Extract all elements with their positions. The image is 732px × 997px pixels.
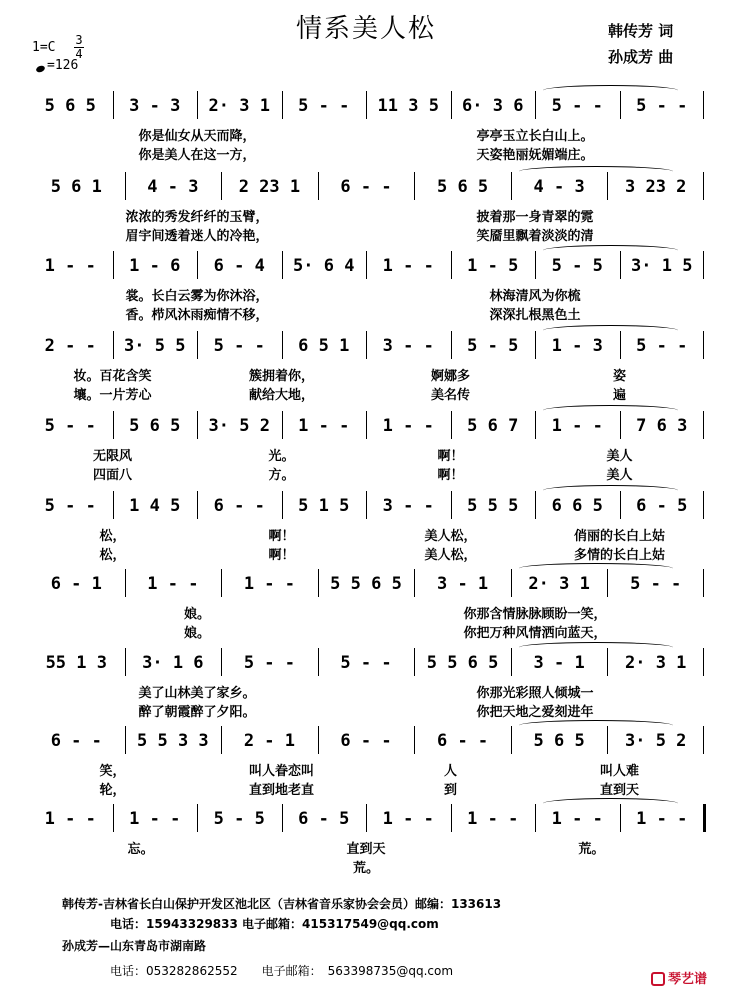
measure: 5 - - (636, 336, 688, 356)
measure: 1 - - (551, 416, 603, 436)
notes-row (28, 730, 704, 752)
barline (703, 491, 704, 519)
lyric-line-1 (28, 682, 704, 701)
time-signature (74, 34, 84, 61)
measure: 5 6 1 (50, 177, 102, 197)
measure: 3 - - (382, 336, 434, 356)
lyric-segment: 人 (443, 764, 457, 779)
measure: 3 - 1 (436, 574, 489, 594)
measure: 5 6 5 (44, 96, 96, 116)
lyric-segment: 叫人眷恋叫 (248, 764, 314, 779)
measure: 2 - - (44, 336, 96, 356)
lyric-segment: 美名传 (430, 388, 470, 403)
footer-composer-address: 孙成芳—山东青岛市湖南路 (62, 939, 207, 953)
measure: 5 5 6 5 (330, 574, 402, 594)
time-signature-bottom: 4 (75, 47, 83, 61)
logo-icon (651, 972, 665, 986)
measure: 1 - - (636, 809, 688, 829)
measure: 7 6 3 (636, 416, 688, 436)
lyric-segment: 天姿艳丽妩媚端庄。 (476, 148, 594, 163)
measure: 6 - - (436, 731, 489, 751)
composer-credit: 孙成芳 曲 (608, 48, 674, 66)
lyric-segment: 娘。 (183, 607, 210, 622)
lyric-segment: 松， (99, 529, 126, 544)
lyric-line-1 (28, 838, 704, 857)
lyric-line-2 (28, 464, 704, 483)
measure: 5 - - (243, 653, 296, 673)
lyric-segment: 妆。百花含笑 (73, 369, 152, 384)
lyric-segment: 四面八 (92, 468, 132, 483)
notes-row (28, 176, 704, 198)
lyric-segment: 忘。 (127, 842, 154, 857)
measure: 2 23 1 (238, 177, 301, 197)
measure: 3 - 3 (129, 96, 181, 116)
measure: 11 3 5 (377, 96, 439, 116)
measure: 5 - - (636, 96, 688, 116)
notes-row (28, 652, 704, 674)
measure: 2 - 1 (243, 731, 296, 751)
lyric-segment: 深深扎根黑色土 (489, 308, 581, 323)
slur (543, 325, 678, 336)
measure: 1 - - (44, 809, 96, 829)
slur (543, 405, 678, 416)
measure: 6 - 4 (213, 256, 265, 276)
lyric-segment: 姿 (612, 369, 626, 384)
lyric-segment: 俏丽的长白上姑 (573, 529, 665, 544)
measure: 3· 5 2 (624, 731, 687, 751)
measure: 3· 1 6 (142, 653, 204, 673)
measure: 5 6 5 (129, 416, 181, 436)
lyric-segment: 你把天地之爱刻进年 (476, 705, 594, 720)
lyric-line-1 (28, 445, 704, 464)
lyric-segment: 你把万种风情洒向蓝天， (463, 626, 607, 641)
lyric-line-2 (28, 144, 704, 163)
lyric-segment: 披着那一身青翠的霓 (476, 210, 594, 225)
lyric-segment: 婀娜多 (430, 369, 470, 384)
lyric-line-2 (28, 779, 704, 798)
footer-composer-contact: 电话：053282862552 电子邮箱： 563398735@qq.com (110, 964, 454, 978)
lyric-segment: 多情的长白上姑 (573, 548, 665, 563)
lyric-segment: 啊！ (437, 449, 464, 464)
measure: 2· 3 1 (528, 574, 590, 594)
lyric-segment: 荒。 (352, 861, 379, 876)
notes-row (28, 415, 704, 437)
barline (703, 804, 706, 832)
measure: 1 - - (382, 416, 434, 436)
lyric-segment: 你是仙女从天而降， (138, 129, 256, 144)
lyric-segment: 献给大地， (248, 388, 314, 403)
lyric-segment: 遍 (612, 388, 626, 403)
lyric-segment: 啊！ (437, 468, 464, 483)
barline (703, 648, 704, 676)
measure: 6 - - (213, 496, 265, 516)
measure: 5 - 5 (551, 256, 603, 276)
time-signature-top: 3 (75, 33, 83, 47)
lyric-segment: 无限风 (92, 449, 132, 464)
lyric-line-1 (28, 525, 704, 544)
barline (703, 331, 704, 359)
measure: 3· 5 5 (124, 336, 186, 356)
tempo-value: =126 (47, 58, 79, 73)
measure: 3· 5 2 (208, 416, 270, 436)
measure: 6 - 5 (298, 809, 350, 829)
measure: 5 5 5 (467, 496, 519, 516)
notes-row (28, 255, 704, 277)
measure: 5 5 6 5 (426, 653, 499, 673)
measure: 2· 3 1 (208, 96, 270, 116)
lyric-line-2 (28, 304, 704, 323)
barline (703, 172, 704, 200)
measure: 5 - - (44, 416, 96, 436)
lyric-segment: 香。栉风沐雨痴情不移， (125, 308, 269, 323)
lyric-segment: 美人 (606, 468, 633, 483)
measure: 1 - - (467, 809, 519, 829)
lyric-segment: 美了山林美了家乡。 (138, 686, 256, 701)
lyric-segment: 美人 (606, 449, 633, 464)
measure: 6 - 5 (636, 496, 688, 516)
slur (543, 798, 678, 809)
footer-lyricist-address: 韩传芳-吉林省长白山保护开发区池北区（吉林省音乐家协会会员）邮编：133613 (62, 897, 502, 911)
measure: 5 - - (630, 574, 682, 594)
lyric-segment: 直到天 (599, 783, 639, 798)
lyric-segment: 林海清风为你梳 (489, 289, 581, 304)
measure: 5 - - (213, 336, 265, 356)
lyric-line-2 (28, 384, 704, 403)
measure: 1 - - (129, 809, 181, 829)
quarter-note-icon (35, 65, 46, 74)
lyric-segment: 壤。一片芳心 (73, 388, 152, 403)
barline (703, 91, 704, 119)
measure: 3· 1 5 (631, 256, 693, 276)
slur (543, 85, 678, 96)
measure: 5 - - (340, 653, 392, 673)
measure: 6 - - (340, 731, 392, 751)
site-logo (651, 968, 707, 987)
measure: 5 - 5 (467, 336, 519, 356)
measure: 6 - - (340, 177, 392, 197)
lyric-segment: 浓浓的秀发纤纤的玉臂， (125, 210, 269, 225)
lyric-segment: 醉了朝霞醉了夕阳。 (138, 705, 256, 720)
lyric-segment: 直到地老直 (248, 783, 314, 798)
measure: 2· 3 1 (624, 653, 687, 673)
notes-row (28, 495, 704, 517)
slur (519, 166, 674, 177)
song-title: 情系美人松 (295, 14, 436, 44)
measure: 4 - 3 (533, 177, 585, 197)
lyric-line-2 (28, 225, 704, 244)
measure: 6 - - (50, 731, 102, 751)
measure: 1 - - (243, 574, 296, 594)
lyric-line-1 (28, 365, 704, 384)
measure: 1 4 5 (129, 496, 181, 516)
measure: 55 1 3 (45, 653, 107, 673)
lyric-segment: 啊！ (268, 529, 295, 544)
lyric-line-1 (28, 285, 704, 304)
lyric-segment: 到 (443, 783, 457, 798)
measure: 1 - - (298, 416, 350, 436)
measure: 1 - 3 (551, 336, 603, 356)
logo-text: 琴艺谱 (668, 972, 708, 987)
lyric-segment: 你那光彩照人倾城一 (476, 686, 594, 701)
slur (543, 245, 678, 256)
slur (519, 642, 674, 653)
measure: 6 6 5 (551, 496, 603, 516)
lyric-line-1 (28, 603, 704, 622)
key-signature: 1=C (32, 40, 56, 55)
lyric-segment: 松， (99, 548, 126, 563)
notes-row (28, 95, 704, 117)
measure: 5 5 3 3 (137, 731, 209, 751)
measure: 5 6 5 (436, 177, 489, 197)
measure: 6· 3 6 (462, 96, 524, 116)
slur (519, 720, 674, 731)
barline (703, 411, 704, 439)
measure: 1 - 6 (129, 256, 181, 276)
barline (703, 569, 704, 597)
measure: 5 - - (298, 96, 350, 116)
lyric-segment: 荒。 (578, 842, 605, 857)
lyric-segment: 光。 (268, 449, 295, 464)
measure: 1 - - (382, 809, 434, 829)
measure: 6 - 1 (50, 574, 102, 594)
measure: 5 6 7 (467, 416, 519, 436)
measure: 1 - - (147, 574, 199, 594)
slur (543, 485, 678, 496)
lyric-segment: 娘。 (183, 626, 210, 641)
measure: 1 - 5 (467, 256, 519, 276)
lyric-segment: 啊！ (268, 548, 295, 563)
lyric-segment: 你是美人在这一方， (138, 148, 256, 163)
lyric-segment: 直到天 (346, 842, 386, 857)
measure: 1 - - (551, 809, 603, 829)
measure: 3 - 1 (533, 653, 585, 673)
lyric-segment: 笑， (99, 764, 126, 779)
lyric-segment: 笑靥里飘着淡淡的清 (476, 229, 594, 244)
lyric-line-1 (28, 125, 704, 144)
measure: 6 5 1 (298, 336, 350, 356)
lyric-segment: 眉宇间透着迷人的冷艳， (125, 229, 269, 244)
lyric-line-2 (28, 857, 704, 876)
measure: 5 - 5 (213, 809, 265, 829)
notes-row (28, 335, 704, 357)
lyric-line-1 (28, 206, 704, 225)
lyric-segment: 美人松， (424, 529, 477, 544)
measure: 4 - 3 (147, 177, 199, 197)
lyric-segment: 裳。长白云雾为你沐浴， (125, 289, 269, 304)
notes-row (28, 808, 704, 830)
lyric-segment: 你那含情脉脉顾盼一笑， (463, 607, 607, 622)
measure: 3 - - (382, 496, 434, 516)
measure: 5· 6 4 (293, 256, 355, 276)
measure: 5 1 5 (298, 496, 350, 516)
measure: 3 23 2 (624, 177, 687, 197)
lyric-segment: 亭亭玉立长白山上。 (476, 129, 594, 144)
lyricist-credit: 韩传芳 词 (608, 22, 674, 40)
slur (519, 563, 674, 574)
lyric-segment: 簇拥着你， (248, 369, 314, 384)
lyric-segment: 叫人难 (599, 764, 639, 779)
lyric-segment: 美人松， (424, 548, 477, 563)
lyric-segment: 方。 (268, 468, 295, 483)
lyric-line-2 (28, 544, 704, 563)
barline (703, 726, 704, 754)
measure: 1 - - (382, 256, 434, 276)
lyric-line-2 (28, 622, 704, 641)
tempo-marking (36, 58, 78, 73)
notes-row (28, 573, 704, 595)
lyric-line-2 (28, 701, 704, 720)
measure: 5 - - (44, 496, 96, 516)
measure: 1 - - (44, 256, 96, 276)
lyric-line-1 (28, 760, 704, 779)
footer-lyricist-contact: 电话：15943329833 电子邮箱：415317549@qq.com (110, 917, 439, 931)
barline (703, 251, 704, 279)
measure: 5 6 5 (533, 731, 585, 751)
measure: 5 - - (551, 96, 603, 116)
lyric-segment: 轮， (99, 783, 126, 798)
